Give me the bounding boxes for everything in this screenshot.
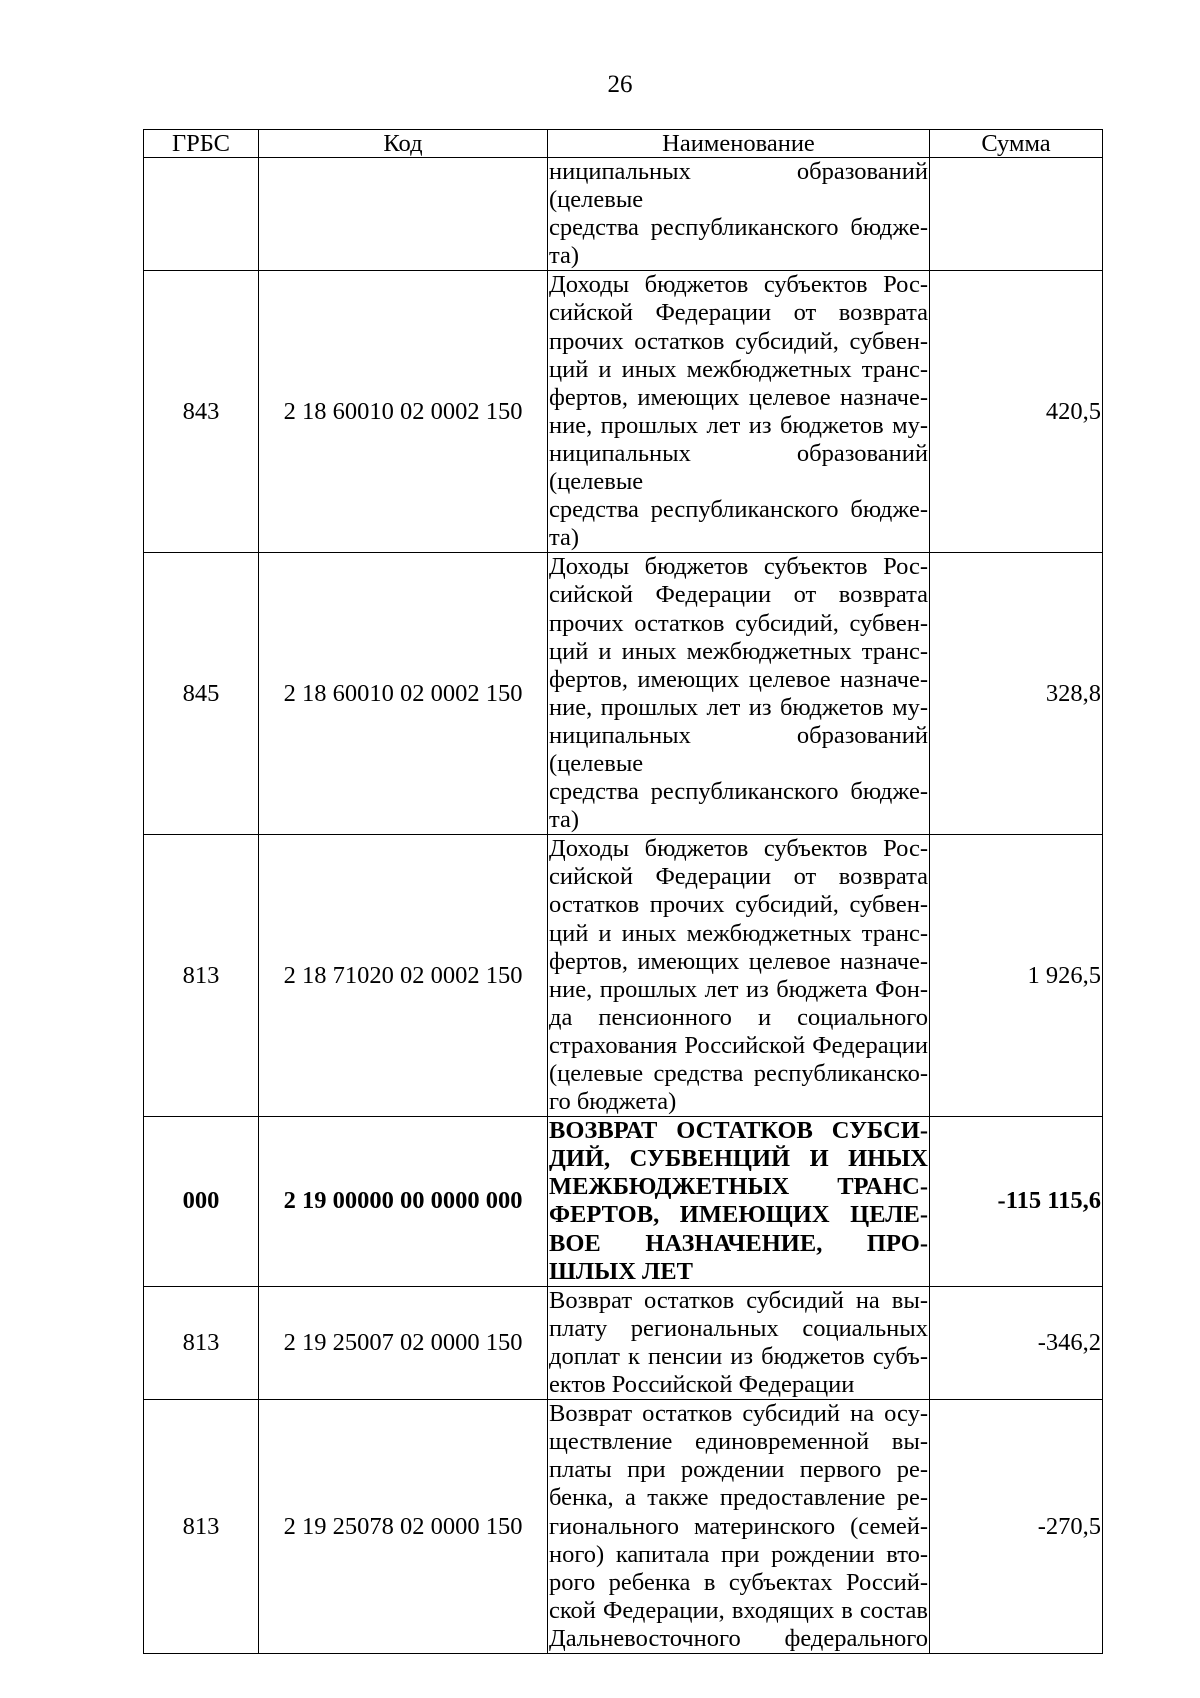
- table-row: [144, 1286, 1103, 1399]
- name-line: Доходы бюджетов субъектов Рос-: [549, 271, 928, 299]
- cell-sum: 328,8: [930, 553, 1103, 835]
- name-line: Возврат остатков субсидий на вы-: [549, 1286, 928, 1314]
- table-row: [144, 158, 1103, 271]
- name-line: ние, прошлых лет из бюджета Фон-: [549, 975, 928, 1003]
- name-line: ВОЗВРАТ ОСТАТКОВ СУБСИ-: [549, 1117, 928, 1145]
- name-line: гионального материнского (семей-: [549, 1512, 928, 1540]
- name-line: прочих остатков субсидий, субвен-: [549, 609, 928, 637]
- name-line: фертов, имеющих целевое назначе-: [549, 947, 928, 975]
- name-line: ниципальных образований (целевые: [549, 439, 928, 496]
- name-line: фертов, имеющих целевое назначе-: [549, 383, 928, 411]
- name-line: го бюджета): [549, 1088, 677, 1116]
- name-line: ШЛЫХ ЛЕТ: [549, 1257, 693, 1285]
- name-line: ФЕРТОВ, ИМЕЮЩИХ ЦЕЛЕ-: [549, 1201, 928, 1229]
- cell-sum: -270,5: [930, 1400, 1103, 1654]
- name-line: ДИЙ, СУБВЕНЦИЙ И ИНЫХ: [549, 1145, 928, 1173]
- name-line: Дальневосточного федерального: [549, 1624, 928, 1652]
- cell-sum: 1 926,5: [930, 835, 1103, 1117]
- name-line: ций и иных межбюджетных транс-: [549, 919, 928, 947]
- name-line: да пенсионного и социального: [549, 1003, 928, 1031]
- name-line: та): [549, 242, 580, 270]
- cell-grbs: 845: [144, 553, 259, 835]
- cell-code: [259, 158, 548, 271]
- cell-sum: [930, 158, 1103, 271]
- cell-sum: -115 115,6: [930, 1117, 1103, 1287]
- header-name: Наименование: [548, 130, 930, 158]
- cell-sum: -346,2: [930, 1286, 1103, 1399]
- name-line: ние, прошлых лет из бюджетов му-: [549, 411, 928, 439]
- name-line: сийской Федерации от возврата: [549, 581, 928, 609]
- name-line: прочих остатков субсидий, субвен-: [549, 327, 928, 355]
- header-code: Код: [259, 130, 548, 158]
- cell-name: [548, 271, 930, 553]
- cell-grbs: 813: [144, 1286, 259, 1399]
- name-line: страхования Российской Федерации: [549, 1031, 928, 1059]
- cell-code: 2 18 60010 02 0002 150: [259, 271, 548, 553]
- cell-grbs: 813: [144, 835, 259, 1117]
- name-line: МЕЖБЮДЖЕТНЫХ ТРАНС-: [549, 1173, 928, 1201]
- name-line: (целевые средства республиканско-: [549, 1060, 928, 1087]
- cell-name: [548, 553, 930, 835]
- name-line: ниципальных образований (целевые: [549, 721, 928, 777]
- table-row: [144, 835, 1103, 1117]
- cell-code: 2 19 25078 02 0000 150: [259, 1400, 548, 1654]
- cell-grbs: 000: [144, 1117, 259, 1287]
- cell-name: [548, 1286, 930, 1399]
- name-line: Доходы бюджетов субъектов Рос-: [549, 835, 928, 863]
- budget-table: [143, 129, 1103, 1654]
- cell-name: [548, 1117, 930, 1287]
- name-line: ций и иных межбюджетных транс-: [549, 355, 928, 383]
- table-header-row: [144, 130, 1103, 158]
- name-line: ской Федерации, входящих в состав: [549, 1596, 928, 1624]
- name-line: сийской Федерации от возврата: [549, 299, 928, 327]
- cell-name: [548, 158, 930, 271]
- name-line: ние, прошлых лет из бюджетов му-: [549, 693, 928, 721]
- name-line: бенка, а также предоставление ре-: [549, 1484, 928, 1512]
- name-line: сийской Федерации от возврата: [549, 863, 928, 891]
- name-line: средства республиканского бюдже-: [549, 496, 928, 524]
- name-line: Доходы бюджетов субъектов Рос-: [549, 553, 928, 581]
- name-line: остатков прочих субсидий, субвен-: [549, 891, 928, 919]
- table-row: [144, 553, 1103, 835]
- cell-code: 2 19 25007 02 0000 150: [259, 1286, 548, 1399]
- name-line: ций и иных межбюджетных транс-: [549, 637, 928, 665]
- name-line: ВОЕ НАЗНАЧЕНИЕ, ПРО-: [549, 1229, 928, 1257]
- name-line: средства республиканского бюдже-: [549, 214, 928, 242]
- cell-name: [548, 1400, 930, 1654]
- cell-code: 2 18 71020 02 0002 150: [259, 835, 548, 1117]
- page-number: 26: [607, 71, 633, 98]
- name-line: плату региональных социальных: [549, 1314, 928, 1342]
- table-body: [144, 158, 1103, 1654]
- name-line: фертов, имеющих целевое назначе-: [549, 665, 928, 693]
- header-sum: Сумма: [930, 130, 1103, 158]
- cell-grbs: 813: [144, 1400, 259, 1654]
- cell-name: [548, 835, 930, 1117]
- name-line: ектов Российской Федерации: [549, 1371, 855, 1399]
- name-line: средства республиканского бюдже-: [549, 778, 928, 806]
- cell-sum: 420,5: [930, 271, 1103, 553]
- table-row: [144, 271, 1103, 553]
- name-line: ниципальных образований (целевые: [549, 158, 928, 214]
- name-line: та): [549, 806, 580, 834]
- name-line: ного) капитала при рождении вто-: [549, 1540, 928, 1568]
- cell-code: 2 19 00000 00 0000 000: [259, 1117, 548, 1287]
- header-grbs: ГРБС: [144, 130, 259, 158]
- table-row: [144, 1117, 1103, 1287]
- name-line: та): [549, 524, 580, 552]
- name-line: доплат к пенсии из бюджетов субъ-: [549, 1342, 928, 1370]
- name-line: рого ребенка в субъектах Россий-: [549, 1568, 928, 1596]
- name-line: Возврат остатков субсидий на осу-: [549, 1400, 928, 1428]
- name-line: ществление единовременной вы-: [549, 1428, 928, 1456]
- cell-code: 2 18 60010 02 0002 150: [259, 553, 548, 835]
- cell-grbs: [144, 158, 259, 271]
- table-row: [144, 1400, 1103, 1654]
- cell-grbs: 843: [144, 271, 259, 553]
- name-line: платы при рождении первого ре-: [549, 1456, 928, 1484]
